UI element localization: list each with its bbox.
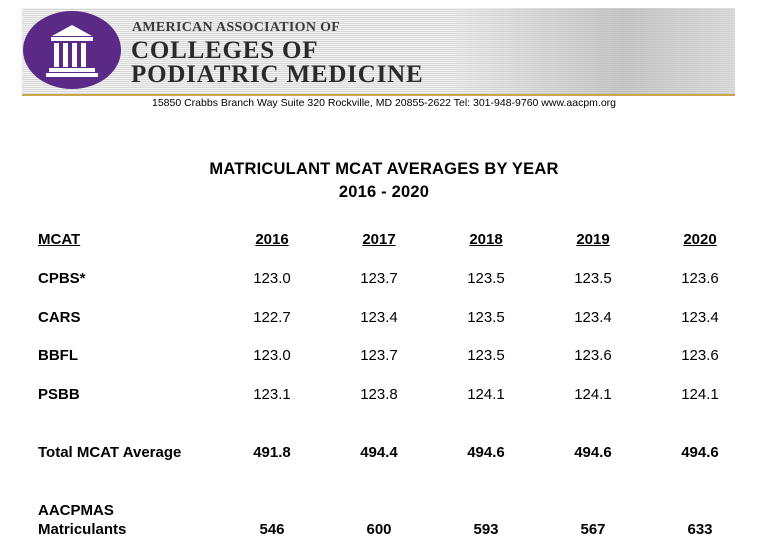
column-header-year: 2016	[255, 231, 289, 248]
total-cell: 494.4	[360, 444, 398, 461]
matriculants-cell: 600	[366, 521, 392, 538]
total-cell: 494.6	[467, 444, 505, 461]
table-cell: 123.6	[681, 270, 719, 287]
matriculants-cell: 567	[580, 521, 606, 538]
column-header-year: 2020	[683, 231, 717, 248]
columns-logo-icon	[22, 10, 126, 90]
org-name-line3: PODIATRIC MEDICINE	[131, 61, 424, 88]
column-header-year: 2019	[576, 231, 610, 248]
table-cell: 123.5	[467, 347, 505, 364]
column-header-year: 2018	[469, 231, 503, 248]
matriculants-label-line1: AACPMAS	[38, 502, 114, 519]
table-cell: 123.7	[360, 270, 398, 287]
table-cell: 124.1	[574, 386, 612, 403]
banner-photo-area	[452, 8, 735, 94]
matriculants-cell: 546	[259, 521, 285, 538]
table-cell: 123.4	[681, 309, 719, 326]
address-line: 15850 Crabbs Branch Way Suite 320 Rockville, MD 20855-2622 Tel: 301-948-9760 www.aacpm.org	[151, 97, 616, 109]
table-cell: 123.4	[360, 309, 398, 326]
table-cell: 124.1	[467, 386, 505, 403]
column-header-year: 2017	[362, 231, 396, 248]
table-cell: 123.0	[253, 347, 291, 364]
table-cell: 123.1	[253, 386, 291, 403]
table-cell: 123.0	[253, 270, 291, 287]
page-subtitle: 2016 - 2020	[338, 183, 430, 201]
row-label: BBFL	[38, 347, 78, 364]
table-cell: 123.8	[360, 386, 398, 403]
total-row-label: Total MCAT Average	[38, 444, 182, 461]
total-cell: 494.6	[681, 444, 719, 461]
table-cell: 124.1	[681, 386, 719, 403]
total-cell: 491.8	[253, 444, 291, 461]
table-cell: 123.7	[360, 347, 398, 364]
table-cell: 123.5	[467, 309, 505, 326]
org-name-line1: AMERICAN ASSOCIATION OF	[132, 20, 341, 35]
matriculants-label-line2: Matriculants	[38, 521, 127, 538]
column-header-mcat: MCAT	[38, 231, 81, 248]
table-cell: 122.7	[253, 309, 291, 326]
matriculants-cell: 633	[687, 521, 713, 538]
header-banner	[22, 8, 735, 94]
matriculants-cell: 593	[473, 521, 499, 538]
row-label: CPBS*	[38, 270, 86, 287]
table-cell: 123.5	[574, 270, 612, 287]
org-name-line2: COLLEGES OF	[131, 37, 319, 64]
table-cell: 123.6	[681, 347, 719, 364]
row-label: CARS	[38, 309, 81, 326]
table-cell: 123.5	[467, 270, 505, 287]
page-title: MATRICULANT MCAT AVERAGES BY YEAR	[209, 160, 559, 178]
table-cell: 123.6	[574, 347, 612, 364]
header-divider	[22, 94, 735, 96]
row-label: PSBB	[38, 386, 80, 403]
total-cell: 494.6	[574, 444, 612, 461]
table-cell: 123.4	[574, 309, 612, 326]
